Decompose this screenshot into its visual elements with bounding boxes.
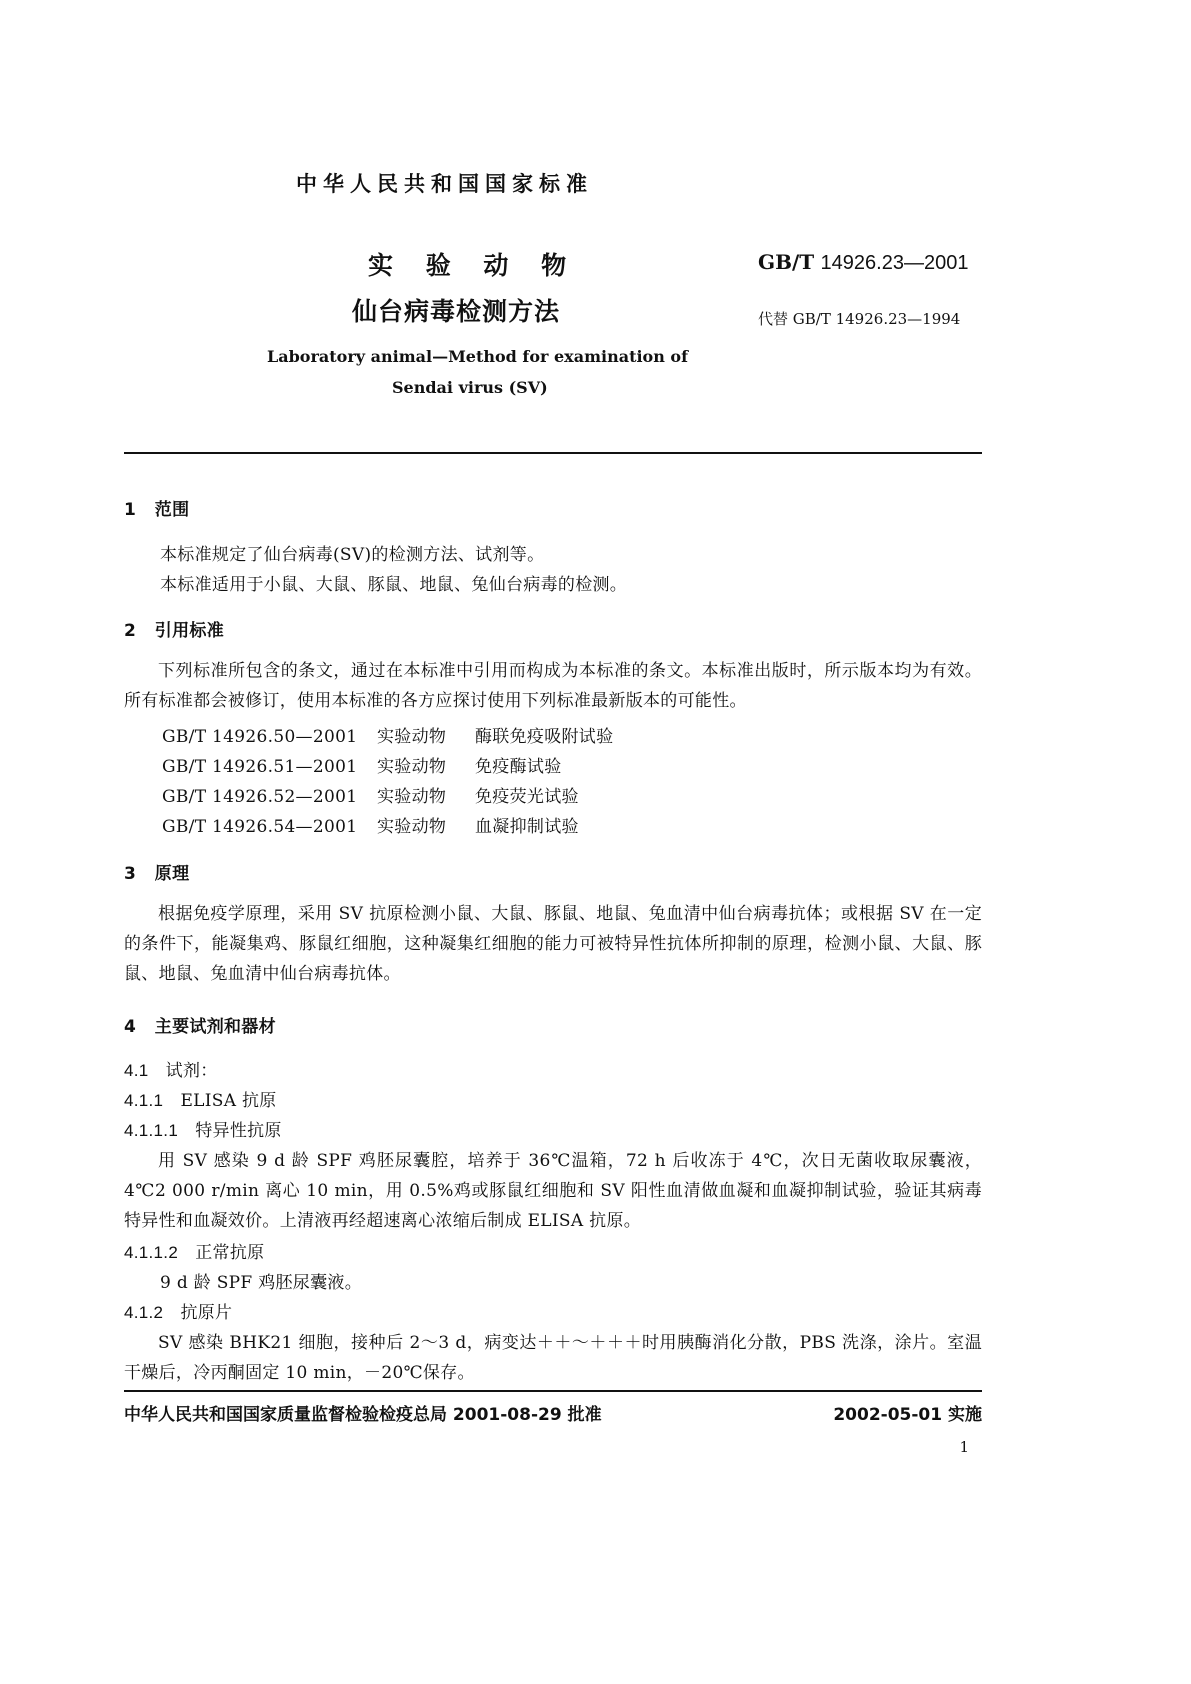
- approval-line: 中华人民共和国国家质量监督检验检疫总局 2001-08-29 批准: [124, 1405, 602, 1425]
- section-title: 试剂：: [165, 1061, 218, 1081]
- ref-title: 免疫荧光试验: [475, 787, 579, 807]
- footer-rule: [124, 1390, 982, 1392]
- reference-item: [162, 722, 613, 747]
- paragraph: 本标准适用于小鼠、大鼠、豚鼠、地鼠、兔仙台病毒的检测。: [160, 575, 628, 595]
- reference-item: [162, 812, 579, 837]
- replaces-note: 代替 GB/T 14926.23—1994: [758, 310, 961, 328]
- ref-code: GB/T 14926.52—2001: [162, 787, 358, 807]
- section-number: 1: [124, 500, 137, 520]
- code-prefix: GB/T: [758, 250, 815, 274]
- section-number: 4.1.2: [124, 1303, 164, 1322]
- section-title: 正常抗原: [195, 1243, 265, 1263]
- section-title: 抗原片: [180, 1303, 233, 1323]
- section-number: 2: [124, 621, 137, 641]
- section-number: 4: [124, 1017, 137, 1037]
- page-number: 1: [959, 1438, 969, 1456]
- effective-date: 2002-05-01 实施: [833, 1405, 982, 1425]
- ref-code: GB/T 14926.54—2001: [162, 817, 358, 837]
- section-number: 4.1: [124, 1061, 149, 1080]
- paragraph: 本标准规定了仙台病毒(SV)的检测方法、试剂等。: [160, 545, 545, 565]
- subsection-4-1-2: [124, 1298, 232, 1323]
- reference-item: [162, 752, 562, 777]
- section-number: 4.1.1.2: [124, 1243, 179, 1262]
- section-title: 范围: [154, 500, 190, 520]
- section-3-heading: [124, 859, 189, 884]
- section-number: 4.1.1.1: [124, 1121, 179, 1140]
- ref-code: GB/T 14926.50—2001: [162, 727, 358, 747]
- section-title: 特异性抗原: [195, 1121, 282, 1141]
- section-title: 主要试剂和器材: [154, 1017, 276, 1037]
- subsection-4-1-1-1: [124, 1116, 282, 1141]
- section-1-heading: [124, 495, 189, 520]
- section-number: 4.1.1: [124, 1091, 164, 1110]
- standard-code: [758, 250, 968, 275]
- ref-title: 免疫酶试验: [475, 757, 562, 777]
- english-title-1: Laboratory animal—Method for examination of: [267, 347, 688, 366]
- ref-title: 酶联免疫吸附试验: [475, 727, 614, 747]
- title-line-1: 实 验 动 物: [368, 251, 579, 280]
- ref-title: 血凝抑制试验: [475, 817, 579, 837]
- ref-code: GB/T 14926.51—2001: [162, 757, 358, 777]
- paragraph: 根据免疫学原理，采用 SV 抗原检测小鼠、大鼠、豚鼠、地鼠、兔血清中仙台病毒抗体；或根据 SV 在一定的条件下，能凝集鸡、豚鼠红细胞，这种凝集红细胞的能力可被特异性抗体所抑制的原理，检测小鼠、大鼠、豚鼠、地鼠、兔血清中仙台病毒抗体。: [124, 904, 982, 984]
- paragraph: SV 感染 BHK21 细胞，接种后 2～3 d，病变达＋＋～＋＋＋时用胰酶消化分散，PBS 洗涤，涂片。室温干燥后，冷丙酮固定 10 min，－20℃保存。: [124, 1333, 982, 1383]
- section-number: 3: [124, 864, 137, 884]
- paragraph: 用 SV 感染 9 d 龄 SPF 鸡胚尿囊腔，培养于 36℃温箱，72 h 后收冻于 4℃，次日无菌收取尿囊液，4℃2 000 r/min 离心 10 min，用 0.5%鸡或豚鼠红细胞和 SV 阳性血清做血凝和血凝抑制试验，验证其病毒特异性和血凝效价。上清液再经超速离心浓缩后制成 ELISA 抗原。: [124, 1151, 982, 1231]
- header-rule: [124, 452, 982, 454]
- title-line-2: 仙台病毒检测方法: [352, 297, 561, 326]
- reference-item: [162, 782, 579, 807]
- paragraph: 下列标准所包含的条文，通过在本标准中引用而构成为本标准的条文。本标准出版时，所示版本均为有效。所有标准都会被修订，使用本标准的各方应探讨使用下列标准最新版本的可能性。: [124, 661, 982, 711]
- ref-category: 实验动物: [377, 817, 447, 837]
- subsection-4-1-1: [124, 1086, 277, 1111]
- subsection-4-1-1-2: [124, 1238, 264, 1263]
- section-4-heading: [124, 1012, 276, 1037]
- paragraph: 9 d 龄 SPF 鸡胚尿囊液。: [160, 1273, 362, 1293]
- ref-category: 实验动物: [377, 727, 447, 747]
- section-title: ELISA 抗原: [180, 1091, 277, 1111]
- section-title: 原理: [154, 864, 190, 884]
- ref-category: 实验动物: [377, 757, 447, 777]
- section-2-heading: [124, 616, 224, 641]
- subsection-4-1: [124, 1056, 218, 1081]
- english-title-2: Sendai virus (SV): [392, 378, 548, 397]
- section-title: 引用标准: [154, 621, 224, 641]
- code-number: 14926.23—2001: [820, 252, 969, 274]
- national-standard-heading: 中华人民共和国国家标准: [296, 172, 593, 196]
- ref-category: 实验动物: [377, 787, 447, 807]
